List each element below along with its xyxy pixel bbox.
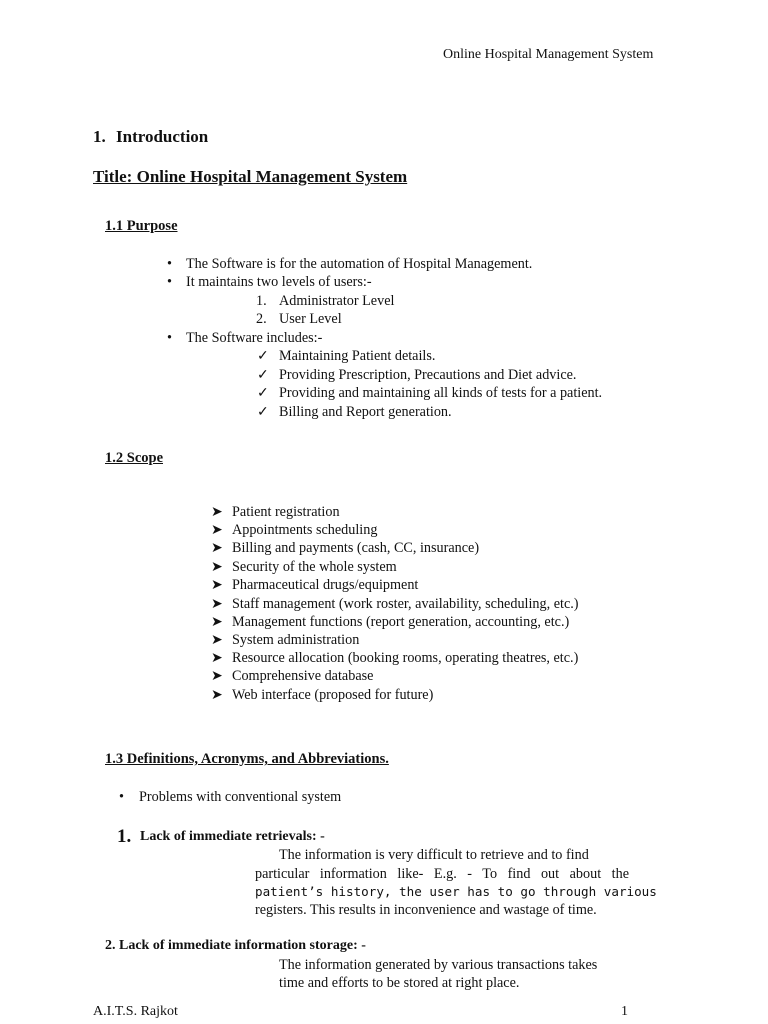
includes-item: Billing and Report generation.	[279, 404, 452, 420]
scope-item: Comprehensive database	[232, 668, 374, 684]
purpose-bullet: The Software includes:-	[186, 330, 323, 346]
checkmark-icon: ✓	[257, 385, 269, 401]
arrow-icon: ➤	[211, 559, 223, 575]
arrow-icon: ➤	[211, 650, 223, 666]
level-number: 2.	[256, 311, 267, 327]
scope-item: Patient registration	[232, 504, 340, 520]
purpose-bullet: It maintains two levels of users:-	[186, 274, 372, 290]
scope-item: Resource allocation (booking rooms, operating theatres, etc.)	[232, 650, 579, 666]
includes-item: Providing Prescription, Precautions and Diet advice.	[279, 367, 577, 383]
problem-text-line: registers. This results in inconvenience and wastage of time.	[255, 902, 597, 918]
arrow-icon: ➤	[211, 522, 223, 538]
arrow-icon: ➤	[211, 668, 223, 684]
arrow-icon: ➤	[211, 540, 223, 556]
bullet-icon: •	[119, 789, 124, 805]
scope-item: Pharmaceutical drugs/equipment	[232, 577, 419, 593]
bullet-icon: •	[167, 256, 172, 272]
arrow-icon: ➤	[211, 632, 223, 648]
problem-title: Lack of immediate retrievals: -	[140, 829, 325, 844]
document-title: Title: Online Hospital Management System	[93, 167, 408, 186]
level-item: Administrator Level	[279, 293, 395, 309]
problem-text-line: patient’s history, the user has to go through various	[255, 884, 657, 899]
problem-text-line: The information is very difficult to retrieve and to find	[279, 847, 589, 863]
purpose-bullet: The Software is for the automation of Hospital Management.	[186, 256, 533, 272]
includes-item: Maintaining Patient details.	[279, 348, 436, 364]
definitions-bullet: Problems with conventional system	[139, 789, 342, 805]
checkmark-icon: ✓	[257, 404, 269, 420]
bullet-icon: •	[167, 274, 172, 290]
scope-item: Management functions (report generation, accounting, etc.)	[232, 614, 570, 630]
definitions-heading: 1.3 Definitions, Acronyms, and Abbreviations.	[105, 751, 389, 767]
arrow-icon: ➤	[211, 687, 223, 703]
scope-item: Security of the whole system	[232, 559, 397, 575]
problem-number: 1.	[117, 826, 132, 847]
running-header: Online Hospital Management System	[443, 47, 654, 62]
arrow-icon: ➤	[211, 577, 223, 593]
level-item: User Level	[279, 311, 342, 327]
arrow-icon: ➤	[211, 596, 223, 612]
section-heading: Introduction	[116, 127, 209, 146]
scope-item: Appointments scheduling	[232, 522, 378, 538]
includes-item: Providing and maintaining all kinds of tests for a patient.	[279, 385, 603, 401]
scope-heading: 1.2 Scope	[105, 450, 163, 466]
checkmark-icon: ✓	[257, 367, 269, 383]
level-number: 1.	[256, 293, 267, 309]
problem-text-line: The information generated by various transactions takes	[279, 957, 598, 973]
scope-item: System administration	[232, 632, 360, 648]
section-number: 1.	[93, 127, 106, 146]
footer-institute: A.I.T.S. Rajkot	[93, 1004, 178, 1019]
problem-title: 2. Lack of immediate information storage: -	[105, 938, 366, 953]
scope-item: Staff management (work roster, availability, scheduling, etc.)	[232, 596, 579, 612]
page-number: 1	[621, 1004, 628, 1019]
checkmark-icon: ✓	[257, 348, 269, 364]
bullet-icon: •	[167, 330, 172, 346]
arrow-icon: ➤	[211, 504, 223, 520]
problem-text-line: time and efforts to be stored at right place.	[279, 975, 520, 991]
scope-item: Web interface (proposed for future)	[232, 687, 434, 703]
scope-item: Billing and payments (cash, CC, insurance)	[232, 540, 480, 556]
arrow-icon: ➤	[211, 614, 223, 630]
purpose-heading: 1.1 Purpose	[105, 218, 178, 234]
problem-text-line: particular information like- E.g. - To find out about the	[255, 866, 629, 882]
